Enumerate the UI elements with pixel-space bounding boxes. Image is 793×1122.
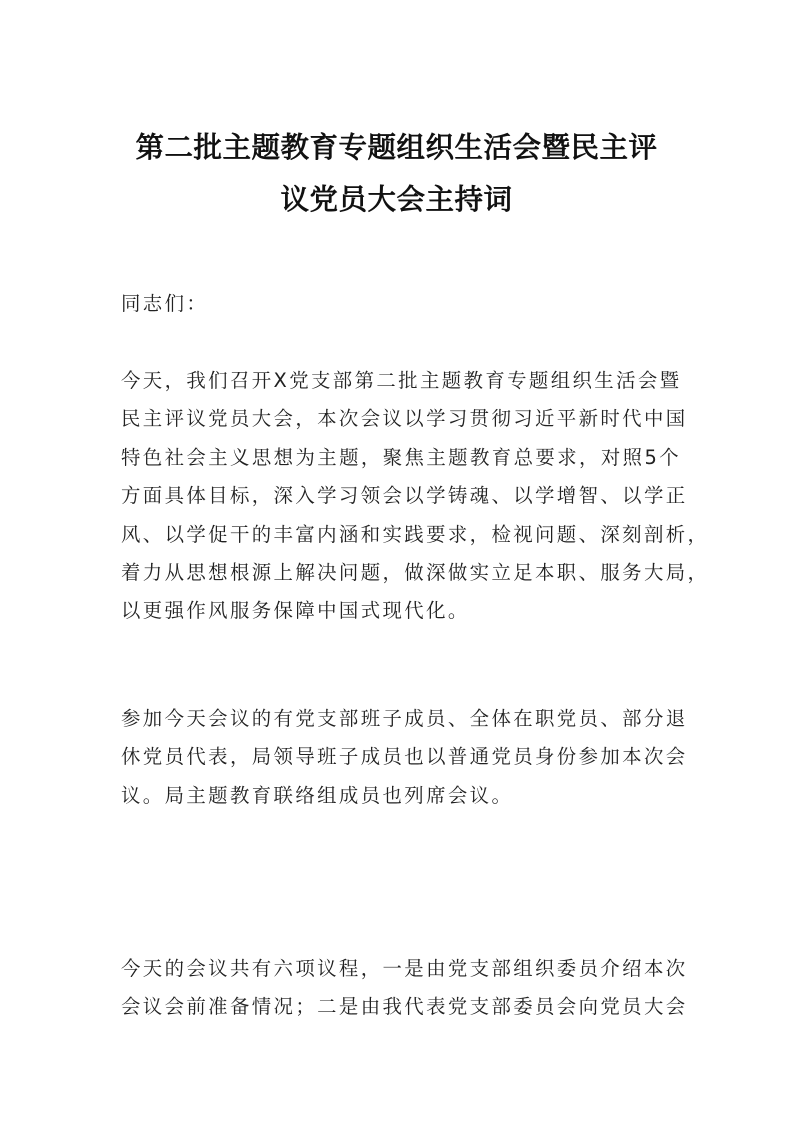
- greeting-text: 同志们：: [121, 292, 209, 315]
- title-line: 第二批主题教育专题组织生活会暨民主评: [135, 131, 658, 164]
- paragraph-line: 休党员代表，局领导班子成员也以普通党员身份参加本次会: [121, 745, 688, 769]
- paragraph-line: 议。局主题教育联络组成员也列席会议。: [121, 783, 514, 807]
- paragraph-line: 参加今天会议的有党支部班子成员、全体在职党员、部分退: [121, 707, 688, 730]
- paragraph-line: 民主评议党员大会，本次会议以学习贯彻习近平新时代中国: [121, 407, 688, 431]
- paragraph-line: 方面具体目标，深入学习领会以学铸魂、以学增智、以学正: [121, 484, 688, 508]
- document-title: [100, 122, 693, 226]
- greeting: [121, 285, 681, 323]
- paragraph-line: 着力从思想根源上解决问题，做深做实立足本职、服务大局，: [121, 561, 710, 585]
- paragraph-line: 风、以学促干的丰富内涵和实践要求，检视问题、深刻剖析，: [121, 522, 710, 546]
- paragraph-line: 以更强作风服务保障中国式现代化。: [121, 599, 470, 623]
- paragraph-line: 特色社会主义思想为主题，聚焦主题教育总要求，对照5个: [121, 445, 681, 469]
- paragraph-line: 今天的会议共有六项议程，一是由党支部组织委员介绍本次: [121, 957, 688, 980]
- paragraph-line: 会议会前准备情况；二是由我代表党支部委员会向党员大会: [121, 995, 688, 1019]
- title-line: 议党员大会主持词: [280, 183, 513, 216]
- paragraph-attendees: [121, 700, 688, 815]
- paragraph-agenda: [121, 950, 688, 1027]
- paragraph-line: 今天，我们召开X党支部第二批主题教育专题组织生活会暨: [121, 369, 682, 392]
- paragraph-opening: [121, 362, 710, 631]
